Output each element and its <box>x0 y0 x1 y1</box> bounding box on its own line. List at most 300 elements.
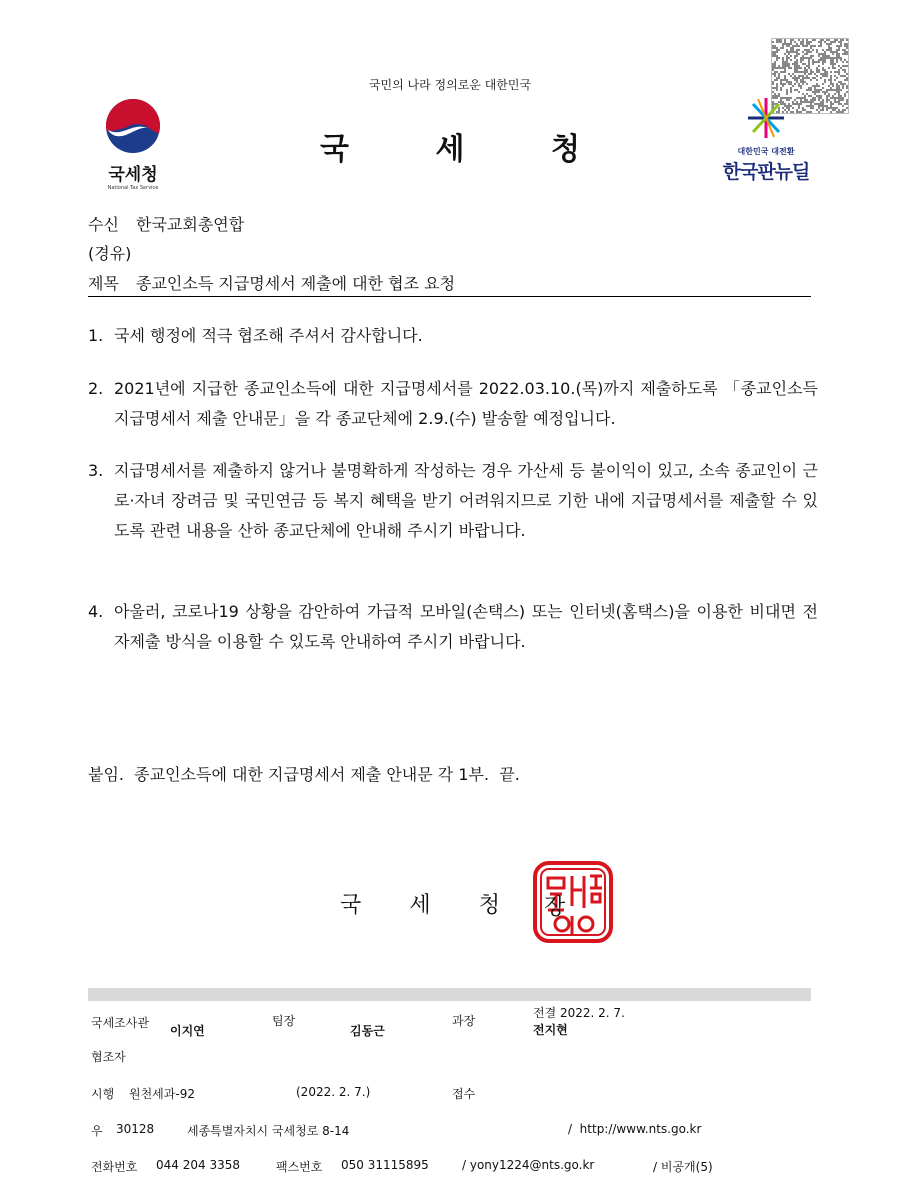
qr-module <box>834 101 836 103</box>
qr-module <box>784 67 786 69</box>
qr-module <box>834 75 836 77</box>
email-link[interactable]: / yony1224@nts.go.kr <box>462 1158 595 1172</box>
qr-module <box>776 41 778 43</box>
qr-module <box>800 57 802 59</box>
qr-module <box>802 41 804 43</box>
qr-module <box>816 71 818 73</box>
qr-module <box>836 85 838 87</box>
qr-module <box>784 43 786 45</box>
qr-module <box>844 49 846 51</box>
qr-module <box>840 81 842 83</box>
qr-module <box>820 89 822 91</box>
qr-module <box>838 85 840 87</box>
qr-module <box>846 43 848 45</box>
qr-module <box>796 69 798 71</box>
qr-module <box>840 43 842 45</box>
qr-module <box>798 83 800 85</box>
qr-module <box>842 61 844 63</box>
qr-module <box>782 71 784 73</box>
qr-module <box>834 99 836 101</box>
qr-module <box>786 45 788 47</box>
qr-module <box>802 59 804 61</box>
qr-module <box>838 89 840 91</box>
qr-module <box>830 77 832 79</box>
team-lead-title: 팀장 <box>272 1014 296 1028</box>
qr-module <box>838 93 840 95</box>
qr-module <box>846 47 848 49</box>
qr-module <box>806 43 808 45</box>
qr-module <box>830 41 832 43</box>
qr-module <box>826 43 828 45</box>
qr-module <box>832 51 834 53</box>
qr-module <box>846 103 848 105</box>
org-title-char: 국 <box>320 132 349 167</box>
qr-module <box>778 49 780 51</box>
qr-module <box>840 59 842 61</box>
qr-module <box>838 69 840 71</box>
qr-module <box>792 39 794 41</box>
qr-module <box>840 103 842 105</box>
website-link[interactable]: / http://www.nts.go.kr <box>568 1122 702 1136</box>
qr-module <box>788 43 790 45</box>
qr-module <box>808 57 810 59</box>
qr-module <box>784 61 786 63</box>
qr-module <box>774 71 776 73</box>
item-number: 1. <box>88 326 104 345</box>
qr-module <box>774 63 776 65</box>
org-title-char: 청 <box>551 132 580 167</box>
qr-module <box>804 77 806 79</box>
qr-module <box>820 59 822 61</box>
qr-module <box>806 75 808 77</box>
qr-module <box>786 65 788 67</box>
qr-module <box>818 45 820 47</box>
qr-module <box>812 63 814 65</box>
qr-module <box>826 71 828 73</box>
qr-module <box>838 97 840 99</box>
qr-module <box>810 69 812 71</box>
qr-module <box>784 53 786 55</box>
qr-module <box>784 63 786 65</box>
qr-module <box>824 61 826 63</box>
qr-module <box>834 67 836 69</box>
qr-module <box>846 91 848 93</box>
qr-module <box>806 51 808 53</box>
qr-module <box>828 39 830 41</box>
qr-module <box>790 47 792 49</box>
qr-module <box>844 59 846 61</box>
qr-module <box>796 81 798 83</box>
qr-module <box>838 45 840 47</box>
fax-number: 050 31115895 <box>341 1158 429 1172</box>
qr-module <box>808 51 810 53</box>
qr-module <box>830 59 832 61</box>
qr-module <box>802 55 804 57</box>
qr-module <box>816 79 818 81</box>
qr-module <box>846 79 848 81</box>
qr-module <box>844 43 846 45</box>
qr-module <box>830 63 832 65</box>
qr-module <box>824 105 826 107</box>
qr-module <box>776 51 778 53</box>
qr-module <box>844 93 846 95</box>
qr-module <box>794 41 796 43</box>
qr-module <box>838 87 840 89</box>
subject-value: 종교인소득 지급명세서 제출에 대한 협조 요청 <box>136 274 456 293</box>
qr-module <box>824 53 826 55</box>
team-lead-name: 김동근 <box>350 1024 385 1038</box>
qr-module <box>832 89 834 91</box>
qr-module <box>840 57 842 59</box>
qr-module <box>810 41 812 43</box>
qr-module <box>788 67 790 69</box>
qr-module <box>832 41 834 43</box>
signature-name <box>340 888 500 919</box>
qr-module <box>836 71 838 73</box>
qr-module <box>844 65 846 67</box>
qr-module <box>840 41 842 43</box>
qr-module <box>786 61 788 63</box>
qr-module <box>816 91 818 93</box>
qr-module <box>772 45 774 47</box>
qr-module <box>818 53 820 55</box>
nts-logo <box>96 98 170 191</box>
qr-module <box>802 63 804 65</box>
qr-module <box>820 39 822 41</box>
qr-module <box>772 53 774 55</box>
qr-module <box>844 95 846 97</box>
body-item <box>88 321 818 351</box>
qr-module <box>806 83 808 85</box>
qr-module <box>824 69 826 71</box>
postal-label: 우 <box>91 1124 103 1138</box>
qr-module <box>786 89 788 91</box>
qr-module <box>822 101 824 103</box>
qr-module <box>830 105 832 107</box>
qr-module <box>788 51 790 53</box>
qr-module <box>816 69 818 71</box>
qr-module <box>842 53 844 55</box>
qr-module <box>820 43 822 45</box>
qr-module <box>808 67 810 69</box>
qr-module <box>830 75 832 77</box>
qr-module <box>834 71 836 73</box>
qr-module <box>782 43 784 45</box>
qr-module <box>836 57 838 59</box>
qr-module <box>808 65 810 67</box>
qr-module <box>836 91 838 93</box>
qr-module <box>844 79 846 81</box>
qr-module <box>796 65 798 67</box>
qr-module <box>828 107 830 109</box>
qr-module <box>846 107 848 109</box>
qr-module <box>790 81 792 83</box>
qr-module <box>838 65 840 67</box>
qr-module <box>822 59 824 61</box>
item-text: 2021년에 지급한 종교인소득에 대한 지급명세서를 2022.03.10.(목)까지 제출하도록 「종교인소득 지급명세서 제출 안내문」을 각 종교단체에 2.9.(수) 발송할 예정입니다. <box>114 379 818 428</box>
qr-module <box>798 49 800 51</box>
qr-module <box>836 55 838 57</box>
qr-module <box>806 53 808 55</box>
header-divider <box>88 296 811 297</box>
qr-module <box>774 87 776 89</box>
qr-module <box>812 55 814 57</box>
qr-module <box>826 95 828 97</box>
qr-module <box>776 77 778 79</box>
newdeal-logo <box>716 96 816 184</box>
qr-module <box>802 93 804 95</box>
qr-module <box>790 51 792 53</box>
qr-module <box>832 109 834 111</box>
director-title: 과장 <box>452 1014 476 1028</box>
qr-module <box>790 59 792 61</box>
qr-module <box>832 61 834 63</box>
qr-module <box>844 69 846 71</box>
nts-logo-text: 국세청 <box>108 165 158 185</box>
item-text: 아울러, 코로나19 상황을 감안하여 가급적 모바일(손택스) 또는 인터넷(홈택스)을 이용한 비대면 전자제출 방식을 이용할 수 있도록 안내하여 주시기 바랍니다. <box>114 602 818 651</box>
qr-module <box>776 85 778 87</box>
qr-module <box>828 55 830 57</box>
qr-module <box>834 79 836 81</box>
qr-module <box>802 83 804 85</box>
qr-module <box>842 85 844 87</box>
qr-module <box>816 103 818 105</box>
qr-module <box>818 89 820 91</box>
qr-module <box>832 85 834 87</box>
qr-module <box>772 51 774 53</box>
qr-module <box>826 101 828 103</box>
qr-module <box>772 65 774 67</box>
qr-module <box>800 71 802 73</box>
qr-module <box>828 49 830 51</box>
phone-number: 044 204 3358 <box>156 1158 240 1172</box>
qr-module <box>824 55 826 57</box>
qr-module <box>830 103 832 105</box>
qr-module <box>818 95 820 97</box>
qr-module <box>846 85 848 87</box>
qr-module <box>812 61 814 63</box>
postal-code: 30128 <box>116 1122 155 1136</box>
qr-module <box>778 93 780 95</box>
qr-module <box>842 75 844 77</box>
qr-module <box>776 57 778 59</box>
qr-module <box>796 71 798 73</box>
qr-module <box>808 59 810 61</box>
qr-module <box>842 49 844 51</box>
qr-module <box>778 65 780 67</box>
qr-module <box>794 71 796 73</box>
qr-module <box>810 73 812 75</box>
qr-module <box>830 51 832 53</box>
qr-module <box>840 67 842 69</box>
qr-module <box>794 89 796 91</box>
qr-module <box>814 93 816 95</box>
qr-module <box>812 85 814 87</box>
subject-label: 제목 <box>88 274 119 293</box>
qr-module <box>788 63 790 65</box>
qr-module <box>780 81 782 83</box>
qr-module <box>834 89 836 91</box>
qr-module <box>796 77 798 79</box>
qr-module <box>782 57 784 59</box>
body-item <box>88 597 818 657</box>
qr-module <box>790 43 792 45</box>
qr-module <box>806 65 808 67</box>
qr-module <box>836 49 838 51</box>
qr-module <box>830 57 832 59</box>
qr-module <box>814 77 816 79</box>
qr-module <box>818 55 820 57</box>
qr-module <box>842 105 844 107</box>
qr-module <box>792 47 794 49</box>
qr-module <box>834 63 836 65</box>
qr-module <box>772 41 774 43</box>
qr-module <box>810 55 812 57</box>
qr-module <box>820 45 822 47</box>
qr-module <box>814 39 816 41</box>
qr-module <box>798 45 800 47</box>
qr-module <box>836 51 838 53</box>
qr-module <box>820 57 822 59</box>
qr-module <box>792 63 794 65</box>
qr-module <box>814 61 816 63</box>
qr-module <box>822 49 824 51</box>
qr-module <box>780 89 782 91</box>
qr-module <box>820 105 822 107</box>
qr-module <box>836 101 838 103</box>
qr-module <box>776 79 778 81</box>
qr-module <box>828 43 830 45</box>
body-item <box>88 374 818 434</box>
qr-module <box>796 79 798 81</box>
qr-module <box>828 67 830 69</box>
qr-module <box>772 91 774 93</box>
qr-module <box>772 67 774 69</box>
qr-module <box>812 59 814 61</box>
qr-module <box>804 73 806 75</box>
qr-module <box>840 89 842 91</box>
qr-module <box>812 45 814 47</box>
qr-module <box>780 83 782 85</box>
qr-module <box>822 67 824 69</box>
qr-module <box>772 73 774 75</box>
qr-module <box>832 63 834 65</box>
qr-module <box>792 49 794 51</box>
qr-module <box>776 55 778 57</box>
item-text: 지급명세서를 제출하지 않거나 불명확하게 작성하는 경우 가산세 등 불이익이 있고, 소속 종교인이 근로·자녀 장려금 및 국민연금 등 복지 혜택을 받기 어려워지므로 기한 내에 지급명세서를 제출할 수 있도록 관련 내용을 산하 종교단체에 안내해 주시기 바랍니다. <box>114 461 818 540</box>
qr-module <box>838 41 840 43</box>
footer-band <box>88 988 811 1001</box>
qr-module <box>838 55 840 57</box>
qr-module <box>826 73 828 75</box>
qr-module <box>838 103 840 105</box>
qr-module <box>802 51 804 53</box>
recipient-line <box>88 212 244 235</box>
qr-module <box>836 89 838 91</box>
qr-module <box>826 105 828 107</box>
recipient-value: 한국교회총연합 <box>136 215 245 234</box>
item-number: 4. <box>88 602 104 621</box>
qr-module <box>776 49 778 51</box>
qr-module <box>830 49 832 51</box>
qr-module <box>832 65 834 67</box>
qr-module <box>780 67 782 69</box>
qr-module <box>836 107 838 109</box>
qr-module <box>824 75 826 77</box>
qr-module <box>810 45 812 47</box>
qr-module <box>784 79 786 81</box>
qr-module <box>784 65 786 67</box>
qr-module <box>822 109 824 111</box>
qr-module <box>800 79 802 81</box>
qr-module <box>840 45 842 47</box>
qr-module <box>808 49 810 51</box>
qr-module <box>804 45 806 47</box>
qr-module <box>820 73 822 75</box>
qr-module <box>826 89 828 91</box>
qr-module <box>824 51 826 53</box>
qr-module <box>788 83 790 85</box>
qr-module <box>840 111 842 113</box>
qr-module <box>824 81 826 83</box>
subject-line <box>88 271 455 294</box>
qr-module <box>818 99 820 101</box>
qr-module <box>792 85 794 87</box>
qr-module <box>774 53 776 55</box>
qr-module <box>840 95 842 97</box>
qr-module <box>774 45 776 47</box>
qr-module <box>838 109 840 111</box>
qr-module <box>784 71 786 73</box>
qr-module <box>822 75 824 77</box>
qr-module <box>844 53 846 55</box>
qr-module <box>822 61 824 63</box>
qr-module <box>790 41 792 43</box>
qr-module <box>836 59 838 61</box>
newdeal-star-icon <box>716 96 816 140</box>
qr-module <box>784 83 786 85</box>
qr-module <box>838 53 840 55</box>
qr-module <box>828 95 830 97</box>
disclosure-status: / 비공개(5) <box>653 1160 713 1174</box>
qr-module <box>832 57 834 59</box>
qr-module <box>804 67 806 69</box>
qr-module <box>826 55 828 57</box>
qr-module <box>832 53 834 55</box>
qr-module <box>780 87 782 89</box>
qr-module <box>790 87 792 89</box>
qr-module <box>794 67 796 69</box>
qr-module <box>786 63 788 65</box>
qr-module <box>840 97 842 99</box>
qr-module <box>846 77 848 79</box>
qr-module <box>836 111 838 113</box>
qr-module <box>790 89 792 91</box>
qr-module <box>814 87 816 89</box>
qr-module <box>778 77 780 79</box>
qr-module <box>790 55 792 57</box>
qr-module <box>802 79 804 81</box>
qr-module <box>792 45 794 47</box>
qr-module <box>800 59 802 61</box>
qr-module <box>822 55 824 57</box>
qr-module <box>796 45 798 47</box>
qr-module <box>800 75 802 77</box>
qr-module <box>812 39 814 41</box>
qr-module <box>806 77 808 79</box>
qr-module <box>802 45 804 47</box>
qr-module <box>798 39 800 41</box>
